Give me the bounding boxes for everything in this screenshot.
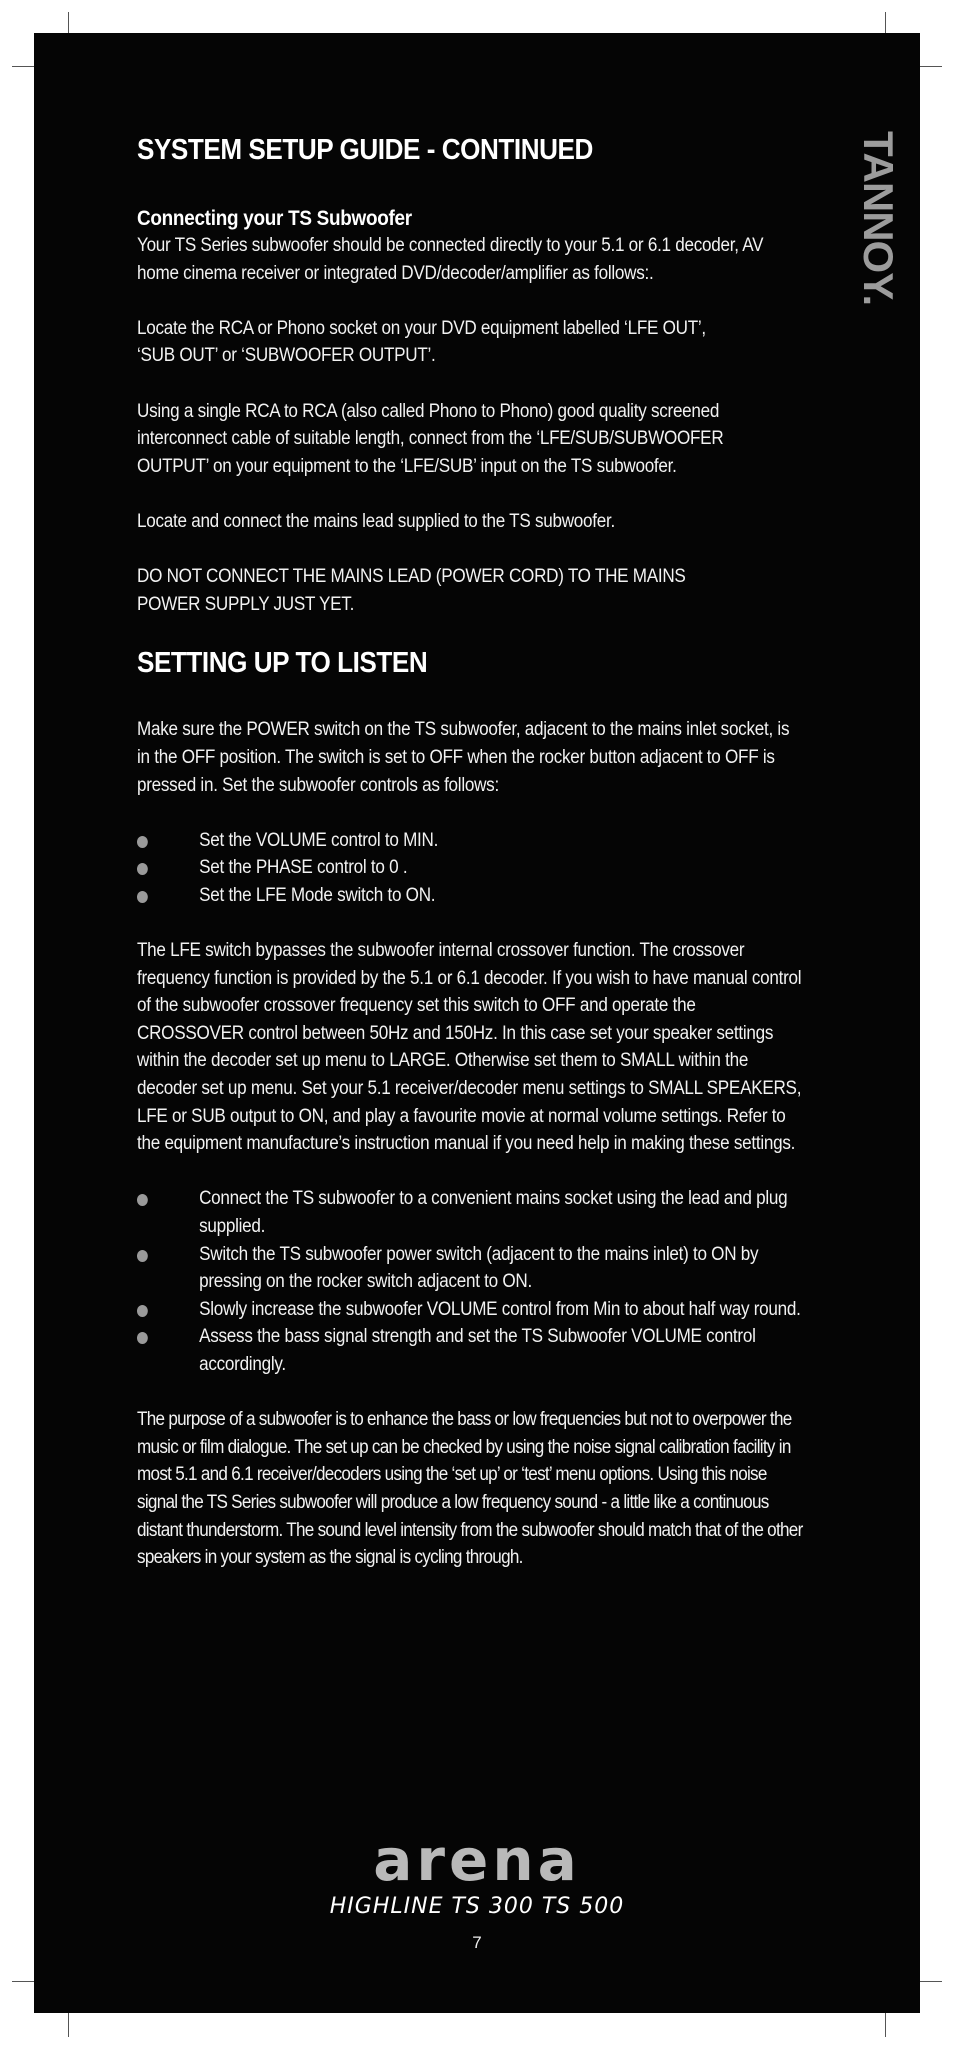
- list-item: Slowly increase the subwoofer VOLUME control from Min to about half way round.: [137, 1296, 803, 1324]
- bullet-icon: [137, 1305, 148, 1317]
- bullet-icon: [137, 863, 148, 875]
- crop-mark: [12, 66, 34, 67]
- model-names: HIGHLINE TS 300 TS 500: [329, 1894, 625, 1919]
- arena-logo: arena: [373, 1826, 581, 1894]
- paragraph: Make sure the POWER switch on the TS subwoofer, adjacent to the mains inlet socket, is in the OFF position. The switch is set to OFF when the rocker button adjacent to OFF is pressed in. Set the subwoofer controls as follows:: [137, 719, 790, 796]
- list-item: Set the PHASE control to 0 .: [137, 854, 803, 882]
- page-title: SYSTEM SETUP GUIDE - CONTINUED: [137, 134, 593, 166]
- bullet-icon: [137, 891, 148, 903]
- bullet-icon: [137, 1332, 148, 1344]
- list-item: Set the VOLUME control to MIN.: [137, 827, 803, 855]
- page-number: 7: [472, 1933, 482, 1952]
- crop-mark: [920, 1981, 942, 1982]
- section-subheading: Connecting your TS Subwoofer: [137, 207, 412, 230]
- crop-mark: [885, 2013, 886, 2037]
- paragraph: The purpose of a subwoofer is to enhance the bass or low frequencies but not to overpower the music or film dialogue. The set up can be checked by using the noise signal calibration facility in most 5.1 and 6.1 receiver/decoders using the ‘set up’ or ‘test’ menu options. Using this noise signal the TS Series subwoofer will produce a low frequency sound - a little like a continuous distant thunderstorm. The sound level intensity from the subwoofer should match that of the other speakers in your system as the signal is cycling through.: [137, 1409, 803, 1569]
- tannoy-logo: TANNOY.: [855, 131, 902, 306]
- crop-mark: [68, 12, 69, 34]
- document-page: [34, 33, 920, 2013]
- page-content: [137, 133, 803, 1599]
- list-item: Set the LFE Mode switch to ON.: [137, 882, 803, 910]
- warning-paragraph: DO NOT CONNECT THE MAINS LEAD (POWER CORD) TO THE MAINS POWER SUPPLY JUST YET.: [137, 566, 686, 615]
- steps-list: [137, 1185, 803, 1378]
- crop-mark: [920, 66, 942, 67]
- list-item: Connect the TS subwoofer to a convenient mains socket using the lead and plug supplied.: [137, 1185, 803, 1240]
- crop-mark: [12, 1981, 34, 1982]
- paragraph: Using a single RCA to RCA (also called Phono to Phono) good quality screened interconnect cable of suitable length, connect from the ‘LFE/SUB/SUBWOOFER OUTPUT’ on your equipment to the ‘LFE/SUB’ input on the TS subwoofer.: [137, 400, 724, 477]
- controls-list: [137, 827, 803, 910]
- bullet-icon: [137, 836, 148, 848]
- paragraph: Locate the RCA or Phono socket on your DVD equipment labelled ‘LFE OUT’, ‘SUB OUT’ or ‘SUBWOOFER OUTPUT’.: [137, 317, 706, 367]
- list-item: Switch the TS subwoofer power switch (adjacent to the mains inlet) to ON by pressing on the rocker switch adjacent to ON.: [137, 1241, 803, 1296]
- bullet-icon: [137, 1250, 148, 1262]
- paragraph: Your TS Series subwoofer should be connected directly to your 5.1 or 6.1 decoder, AV home cinema receiver or integrated DVD/decoder/amplifier as follows:.: [137, 235, 764, 284]
- crop-mark: [68, 2013, 69, 2037]
- crop-mark: [885, 12, 886, 34]
- section-heading: SETTING UP TO LISTEN: [137, 647, 428, 680]
- bullet-icon: [137, 1194, 148, 1206]
- paragraph: The LFE switch bypasses the subwoofer internal crossover function. The crossover frequency function is provided by the 5.1 or 6.1 decoder. If you wish to have manual control of the subwoofer crossover frequency set this switch to OFF and operate the CROSSOVER control between 50Hz and 150Hz. In this case set your speaker settings within the decoder set up menu to LARGE. Otherwise set them to SMALL within the decoder set up menu. Set your 5.1 receiver/decoder menu settings to SMALL SPEAKERS, LFE or SUB output to ON, and play a favourite movie at normal volume settings. Refer to the equipment manufacture’s instruction manual if you need help in making these settings.: [137, 940, 802, 1155]
- paragraph: Locate and connect the mains lead supplied to the TS subwoofer.: [137, 510, 615, 532]
- list-item: Assess the bass signal strength and set the TS Subwoofer VOLUME control accordingly.: [137, 1323, 803, 1378]
